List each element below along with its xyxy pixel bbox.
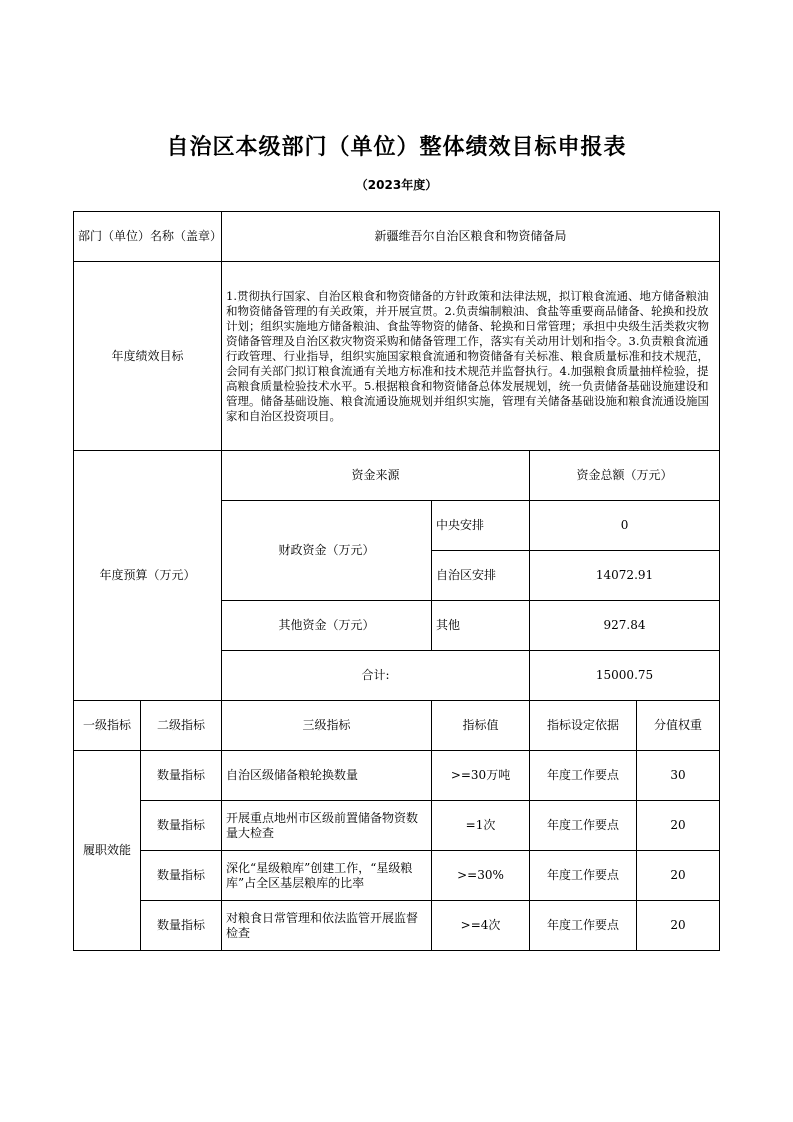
performance-target-form [73, 211, 720, 951]
indicator-header-row [74, 701, 720, 751]
other-sub-label: 其他 [432, 601, 530, 651]
other-value: 927.84 [530, 601, 720, 651]
weight-cell: 20 [637, 901, 720, 951]
region-label: 自治区安排 [432, 551, 530, 601]
level1-cell: 履职效能 [74, 751, 141, 951]
header-basis: 指标设定依据 [530, 701, 637, 751]
level3-cell: 对粮食日常管理和依法监管开展监督检查 [222, 901, 432, 951]
region-value: 14072.91 [530, 551, 720, 601]
basis-cell: 年度工作要点 [530, 901, 637, 951]
header-value: 指标值 [432, 701, 530, 751]
fund-total-header: 资金总额（万元） [530, 451, 720, 501]
other-label: 其他资金（万元） [222, 601, 432, 651]
total-label: 合计: [222, 651, 530, 701]
value-cell: =1次 [432, 801, 530, 851]
fiscal-label: 财政资金（万元） [222, 501, 432, 601]
level2-cell: 数量指标 [141, 801, 222, 851]
header-level3: 三级指标 [222, 701, 432, 751]
weight-cell: 20 [637, 801, 720, 851]
document-year: （2023年度） [355, 178, 438, 192]
level2-cell: 数量指标 [141, 901, 222, 951]
header-level1: 一级指标 [74, 701, 141, 751]
weight-cell: 30 [637, 751, 720, 801]
level2-cell: 数量指标 [141, 851, 222, 901]
budget-label: 年度预算（万元） [74, 451, 222, 701]
basis-cell: 年度工作要点 [530, 801, 637, 851]
goal-row [74, 262, 720, 451]
table-row [74, 901, 720, 951]
level2-cell: 数量指标 [141, 751, 222, 801]
dept-row [74, 212, 720, 262]
header-weight: 分值权重 [637, 701, 720, 751]
budget-header-row [74, 451, 720, 501]
total-value: 15000.75 [530, 651, 720, 701]
dept-value: 新疆维吾尔自治区粮食和物资储备局 [222, 212, 720, 262]
central-label: 中央安排 [432, 501, 530, 551]
level3-cell: 开展重点地州市区级前置储备物资数量大检查 [222, 801, 432, 851]
goal-text: 1.贯彻执行国家、自治区粮食和物资储备的方针政策和法律法规，拟订粮食流通、地方储备粮油和物资储备管理的有关政策，并开展宣贯。2.负责编制粮油、食盐等重要商品储备、轮换和投放计划；组织实施地方储备粮油、食盐等物资的储备、轮换和日常管理；承担中央级生活类救灾物资储备管理及自治区救灾物资采购和储备管理工作，落实有关动用计划和指令。3.负责粮食流通行政管理、行业指导，组织实施国家粮食流通和物资储备有关标准、粮食质量标准和技术规范，会同有关部门拟订粮食流通有关地方标准和技术规范并监督执行。4.加强粮食质量抽样检验，提高粮食质量检验技术水平。5.根据粮食和物资储备总体发展规划，统一负责储备基础设施建设和管理。储备基础设施、粮食流通设施规划并组织实施，管理有关储备基础设施和粮食流通设施国家和自治区投资项目。 [222, 262, 720, 451]
weight-cell: 20 [637, 851, 720, 901]
goal-label: 年度绩效目标 [74, 262, 222, 451]
table-row [74, 801, 720, 851]
header-level2: 二级指标 [141, 701, 222, 751]
level3-cell: 深化“星级粮库”创建工作，“星级粮库”占全区基层粮库的比率 [222, 851, 432, 901]
level3-cell: 自治区级储备粮轮换数量 [222, 751, 432, 801]
fund-source-header: 资金来源 [222, 451, 530, 501]
dept-label: 部门（单位）名称（盖章） [74, 212, 222, 262]
basis-cell: 年度工作要点 [530, 751, 637, 801]
basis-cell: 年度工作要点 [530, 851, 637, 901]
document-title: 自治区本级部门（单位）整体绩效目标申报表 [166, 135, 627, 160]
value-cell: >=4次 [432, 901, 530, 951]
value-cell: >=30万吨 [432, 751, 530, 801]
table-row [74, 851, 720, 901]
central-value: 0 [530, 501, 720, 551]
value-cell: >=30% [432, 851, 530, 901]
table-row [74, 751, 720, 801]
